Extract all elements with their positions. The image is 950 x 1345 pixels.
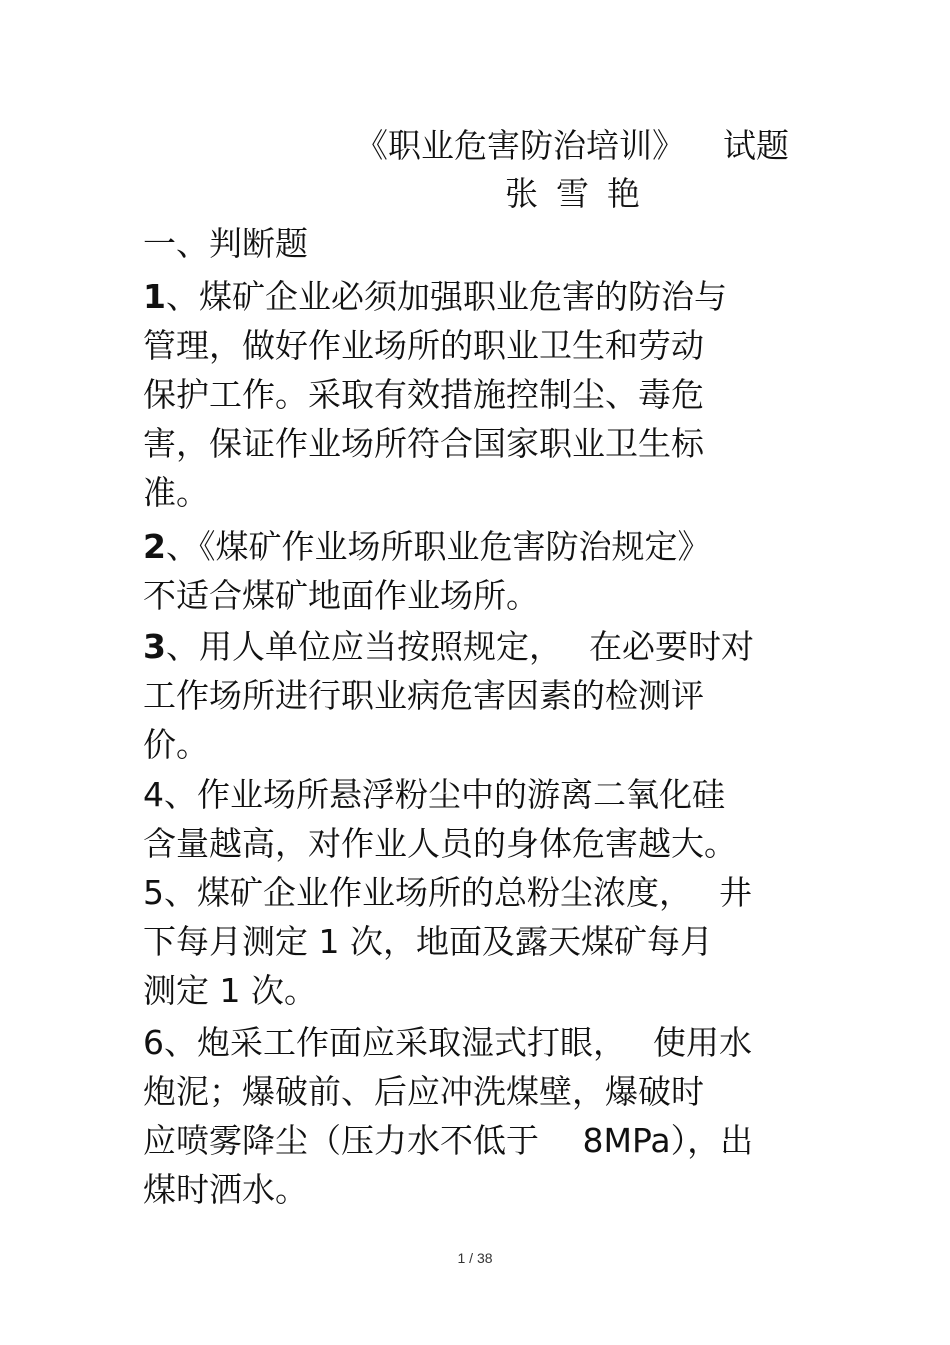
question-line: 准。 (143, 473, 209, 512)
question-line: 5、煤矿企业作业场所的总粉尘浓度， 井 (143, 873, 752, 912)
question-number: 3 (143, 627, 166, 666)
question-2 (143, 522, 808, 620)
page-indicator: 1 / 38 (457, 1250, 493, 1266)
question-line: 3、用人单位应当按照规定， 在必要时对 (143, 627, 754, 666)
question-line: 炮泥；爆破前、后应冲洗煤壁，爆破时 (143, 1072, 704, 1111)
question-line: 不适合煤矿地面作业场所。 (143, 576, 539, 615)
question-line: 6、炮采工作面应采取湿式打眼， 使用水 (143, 1023, 752, 1062)
question-line: 保护工作。采取有效措施控制尘、毒危 (143, 375, 704, 414)
question-number: 1 (143, 277, 166, 316)
question-6 (143, 1018, 808, 1214)
question-line: 2、《煤矿作业场所职业危害防治规定》 (143, 527, 711, 566)
question-line: 应喷雾降尘（压力水不低于 8MPa），出 (143, 1121, 754, 1160)
question-number: 2 (143, 527, 166, 566)
question-line: 工作场所进行职业病危害因素的检测评 (143, 676, 704, 715)
question-line: 害，保证作业场所符合国家职业卫生标 (143, 424, 704, 463)
question-line: 下每月测定 1 次，地面及露天煤矿每月 (143, 922, 713, 961)
section-heading: 一、判断题 (143, 224, 308, 263)
question-line: 管理，做好作业场所的职业卫生和劳动 (143, 326, 704, 365)
author-name: 张雪艳 (505, 174, 658, 213)
question-number: 5 (143, 873, 164, 912)
document-title (355, 122, 789, 170)
title-suffix: 试题 (723, 126, 789, 165)
question-line: 煤时洒水。 (143, 1170, 308, 1209)
question-line: 1、煤矿企业必须加强职业危害的防治与 (143, 277, 727, 316)
question-4 (143, 770, 808, 868)
question-3 (143, 622, 808, 769)
question-line: 4、作业场所悬浮粉尘中的游离二氧化硅 (143, 775, 725, 814)
question-number: 6 (143, 1023, 164, 1062)
question-5 (143, 868, 808, 1015)
question-number: 4 (143, 775, 164, 814)
question-1 (143, 272, 808, 517)
question-line: 价。 (143, 725, 209, 764)
question-line: 含量越高，对作业人员的身体危害越大。 (143, 824, 737, 863)
question-line: 测定 1 次。 (143, 971, 317, 1010)
title-main: 《职业危害防治培训》 (355, 126, 685, 165)
